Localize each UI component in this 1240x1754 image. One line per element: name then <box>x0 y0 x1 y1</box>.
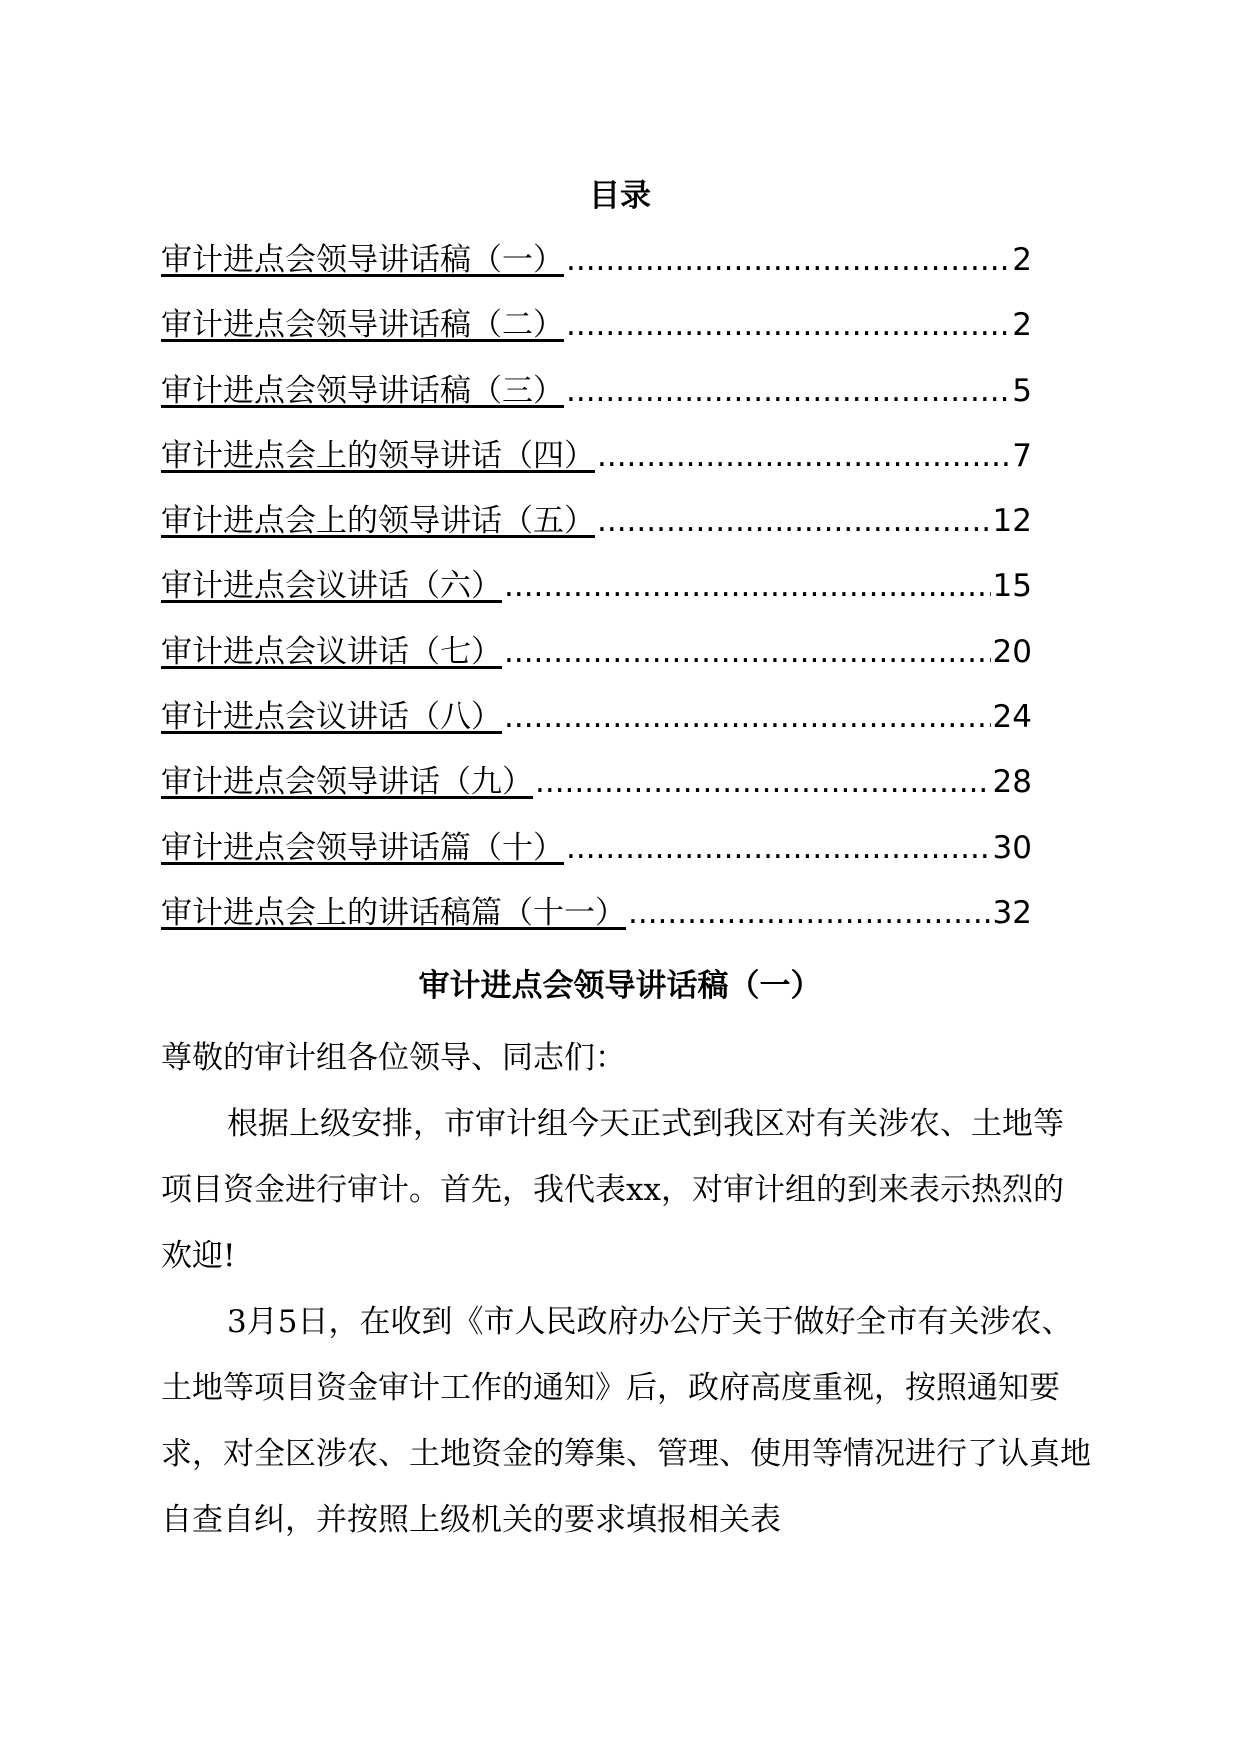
toc-entry-label[interactable]: 审计进点会领导讲话稿（二） <box>161 307 564 344</box>
toc-entry-label[interactable]: 审计进点会领导讲话稿（一） <box>161 242 564 278</box>
toc-dot-leader <box>504 566 991 606</box>
toc-dot-leader <box>504 632 991 672</box>
toc-entry-page[interactable]: 15 <box>992 568 1032 605</box>
toc-entry-page[interactable]: 7 <box>1012 437 1032 474</box>
section-heading: 审计进点会领导讲话稿（一） <box>418 968 822 1004</box>
toc-dot-leader <box>597 436 1010 476</box>
toc-dot-leader <box>566 305 1010 345</box>
toc-entry-5[interactable] <box>161 501 1032 566</box>
toc-dot-leader <box>566 828 991 868</box>
toc-entry-page[interactable]: 28 <box>992 764 1032 801</box>
toc-entry-page[interactable]: 2 <box>1012 242 1032 278</box>
toc-entry-7[interactable] <box>161 632 1032 697</box>
toc-entry-3[interactable] <box>161 371 1032 436</box>
toc-entry-page[interactable]: 12 <box>992 503 1032 540</box>
toc-entry-label[interactable]: 审计进点会上的讲话稿篇（十一） <box>161 894 626 931</box>
toc-entry-label[interactable]: 审计进点会上的领导讲话（五） <box>161 503 595 540</box>
toc-title: 目录 <box>589 178 651 214</box>
toc-dot-leader <box>628 893 991 933</box>
toc-dot-leader <box>597 501 991 541</box>
toc-entry-4[interactable] <box>161 436 1032 501</box>
toc-entry-8[interactable] <box>161 697 1032 762</box>
toc-entry-label[interactable]: 审计进点会议讲话（七） <box>161 633 502 670</box>
toc-entry-label[interactable]: 审计进点会上的领导讲话（四） <box>161 437 595 474</box>
body-paragraph-2: 3月5日，在收到《市人民政府办公厅关于做好全市有关涉农、土地等项目资金审计工作的通知》后，政府高度重视，按照通知要求，对全区涉农、土地资金的筹集、管理、使用等情况进行了认真地自查自纠，并按照上级机关的要求填报相关表 <box>161 1304 1091 1538</box>
toc-entry-page[interactable]: 30 <box>992 829 1032 866</box>
toc-entry-label[interactable]: 审计进点会领导讲话篇（十） <box>161 829 564 866</box>
toc-dot-leader <box>566 240 1010 280</box>
toc-entry-6[interactable] <box>161 566 1032 631</box>
body-paragraph-1: 根据上级安排，市审计组今天正式到我区对有关涉农、土地等项目资金进行审计。首先，我代表xx，对审计组的到来表示热烈的欢迎! <box>161 1106 1064 1274</box>
salutation: 尊敬的审计组各位领导、同志们： <box>161 1040 626 1076</box>
toc-entry-10[interactable] <box>161 828 1032 893</box>
toc-entry-page[interactable]: 32 <box>992 894 1032 931</box>
toc-entry-label[interactable]: 审计进点会领导讲话稿（三） <box>161 372 564 409</box>
toc-entry-label[interactable]: 审计进点会议讲话（六） <box>161 568 502 605</box>
toc-entry-11[interactable] <box>161 893 1032 958</box>
toc-entry-2[interactable] <box>161 305 1032 370</box>
toc-entry-page[interactable]: 5 <box>1012 372 1032 409</box>
toc-entry-page[interactable]: 20 <box>992 633 1032 670</box>
toc-dot-leader <box>566 371 1010 411</box>
toc-entry-9[interactable] <box>161 762 1032 827</box>
toc-entry-label[interactable]: 审计进点会议讲话（八） <box>161 699 502 736</box>
toc-entry-page[interactable]: 2 <box>1012 307 1032 344</box>
speech-body <box>161 1025 1091 1553</box>
toc-entry-label[interactable]: 审计进点会领导讲话（九） <box>161 764 533 801</box>
toc-entry-page[interactable]: 24 <box>992 699 1032 736</box>
toc-entry-1[interactable] <box>161 240 1032 305</box>
table-of-contents <box>161 240 1032 958</box>
toc-dot-leader <box>504 697 991 737</box>
toc-dot-leader <box>535 762 991 802</box>
